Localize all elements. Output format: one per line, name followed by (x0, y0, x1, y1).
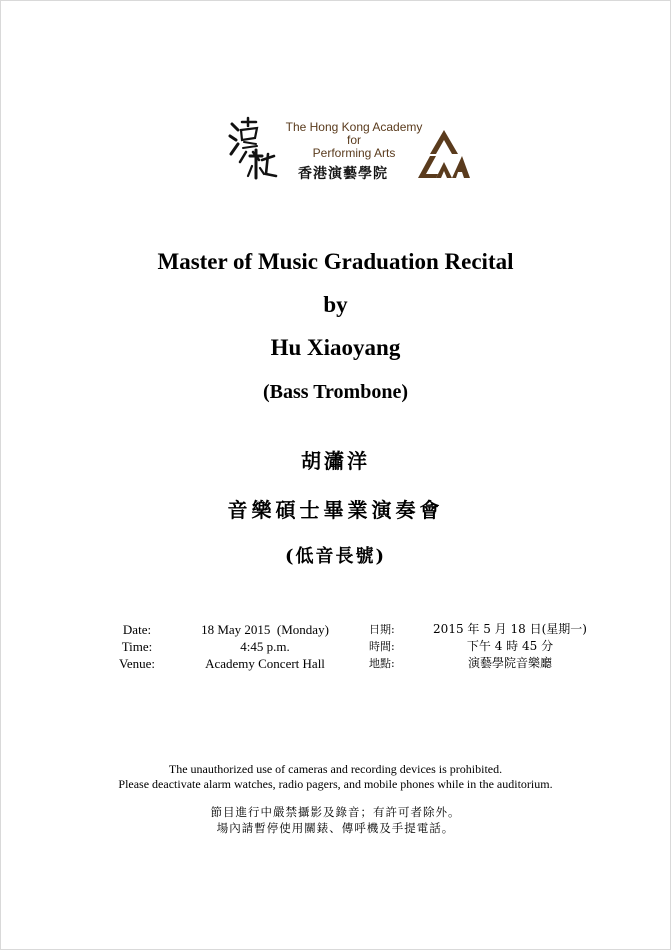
venue-label-chinese: 地點: (369, 657, 395, 670)
academy-triangle-logo-icon (414, 128, 474, 180)
logo-en-line2: for (346, 133, 361, 147)
details-values-chinese (420, 621, 600, 672)
notice-chinese (0, 804, 671, 836)
chinese-title-block (0, 446, 671, 571)
academy-logo (226, 116, 476, 186)
date-value-chinese: 2015 年 5 月 18 日(星期一) (433, 622, 587, 636)
notice-line2: Please deactivate alarm watches, radio pagers, and mobile phones while in the auditorium. (118, 777, 553, 791)
venue-label: Venue: (118, 656, 156, 671)
recital-title: Master of Music Graduation Recital (157, 249, 514, 274)
details-labels-chinese (369, 621, 409, 672)
time-value: 4:45 p.m. (240, 639, 290, 654)
performer-name-chinese: 胡瀟洋 (301, 449, 370, 473)
calligraphy-logo-icon (226, 116, 284, 180)
recital-title-chinese: 音樂碩士畢業演奏會 (227, 498, 444, 522)
instrument-name: (Bass Trombone) (262, 381, 409, 403)
date-label: Date: (122, 622, 152, 637)
notice-line2-chinese: 場內請暫停使用關錶、傳呼機及手提電話。 (216, 821, 455, 835)
details-values-english (180, 621, 350, 672)
by-text: by (323, 292, 348, 317)
performer-name: Hu Xiaoyang (270, 335, 401, 360)
time-label: Time: (121, 639, 153, 654)
venue-value-chinese: 演藝學院音樂廳 (467, 656, 552, 670)
date-value: 18 May 2015 (Monday) (201, 622, 329, 637)
notice-english (0, 762, 671, 792)
instrument-name-chinese: (低音長號) (284, 546, 387, 567)
academy-name-english (284, 121, 424, 160)
academy-name-chinese: 香港演藝學院 (298, 166, 388, 182)
logo-en-line1: The Hong Kong Academy (285, 120, 423, 134)
date-label-chinese: 日期: (369, 623, 395, 636)
details-labels-english (112, 621, 162, 672)
notice-line1-chinese: 節目進行中嚴禁攝影及錄音；有許可者除外。 (210, 805, 461, 819)
time-value-chinese: 下午 4 時 45 分 (466, 639, 554, 653)
english-title-block (0, 240, 671, 412)
notice-line1: The unauthorized use of cameras and recording devices is prohibited. (168, 762, 503, 776)
venue-value: Academy Concert Hall (205, 656, 325, 671)
logo-en-line3: Performing Arts (312, 146, 396, 160)
time-label-chinese: 時間: (369, 640, 395, 653)
